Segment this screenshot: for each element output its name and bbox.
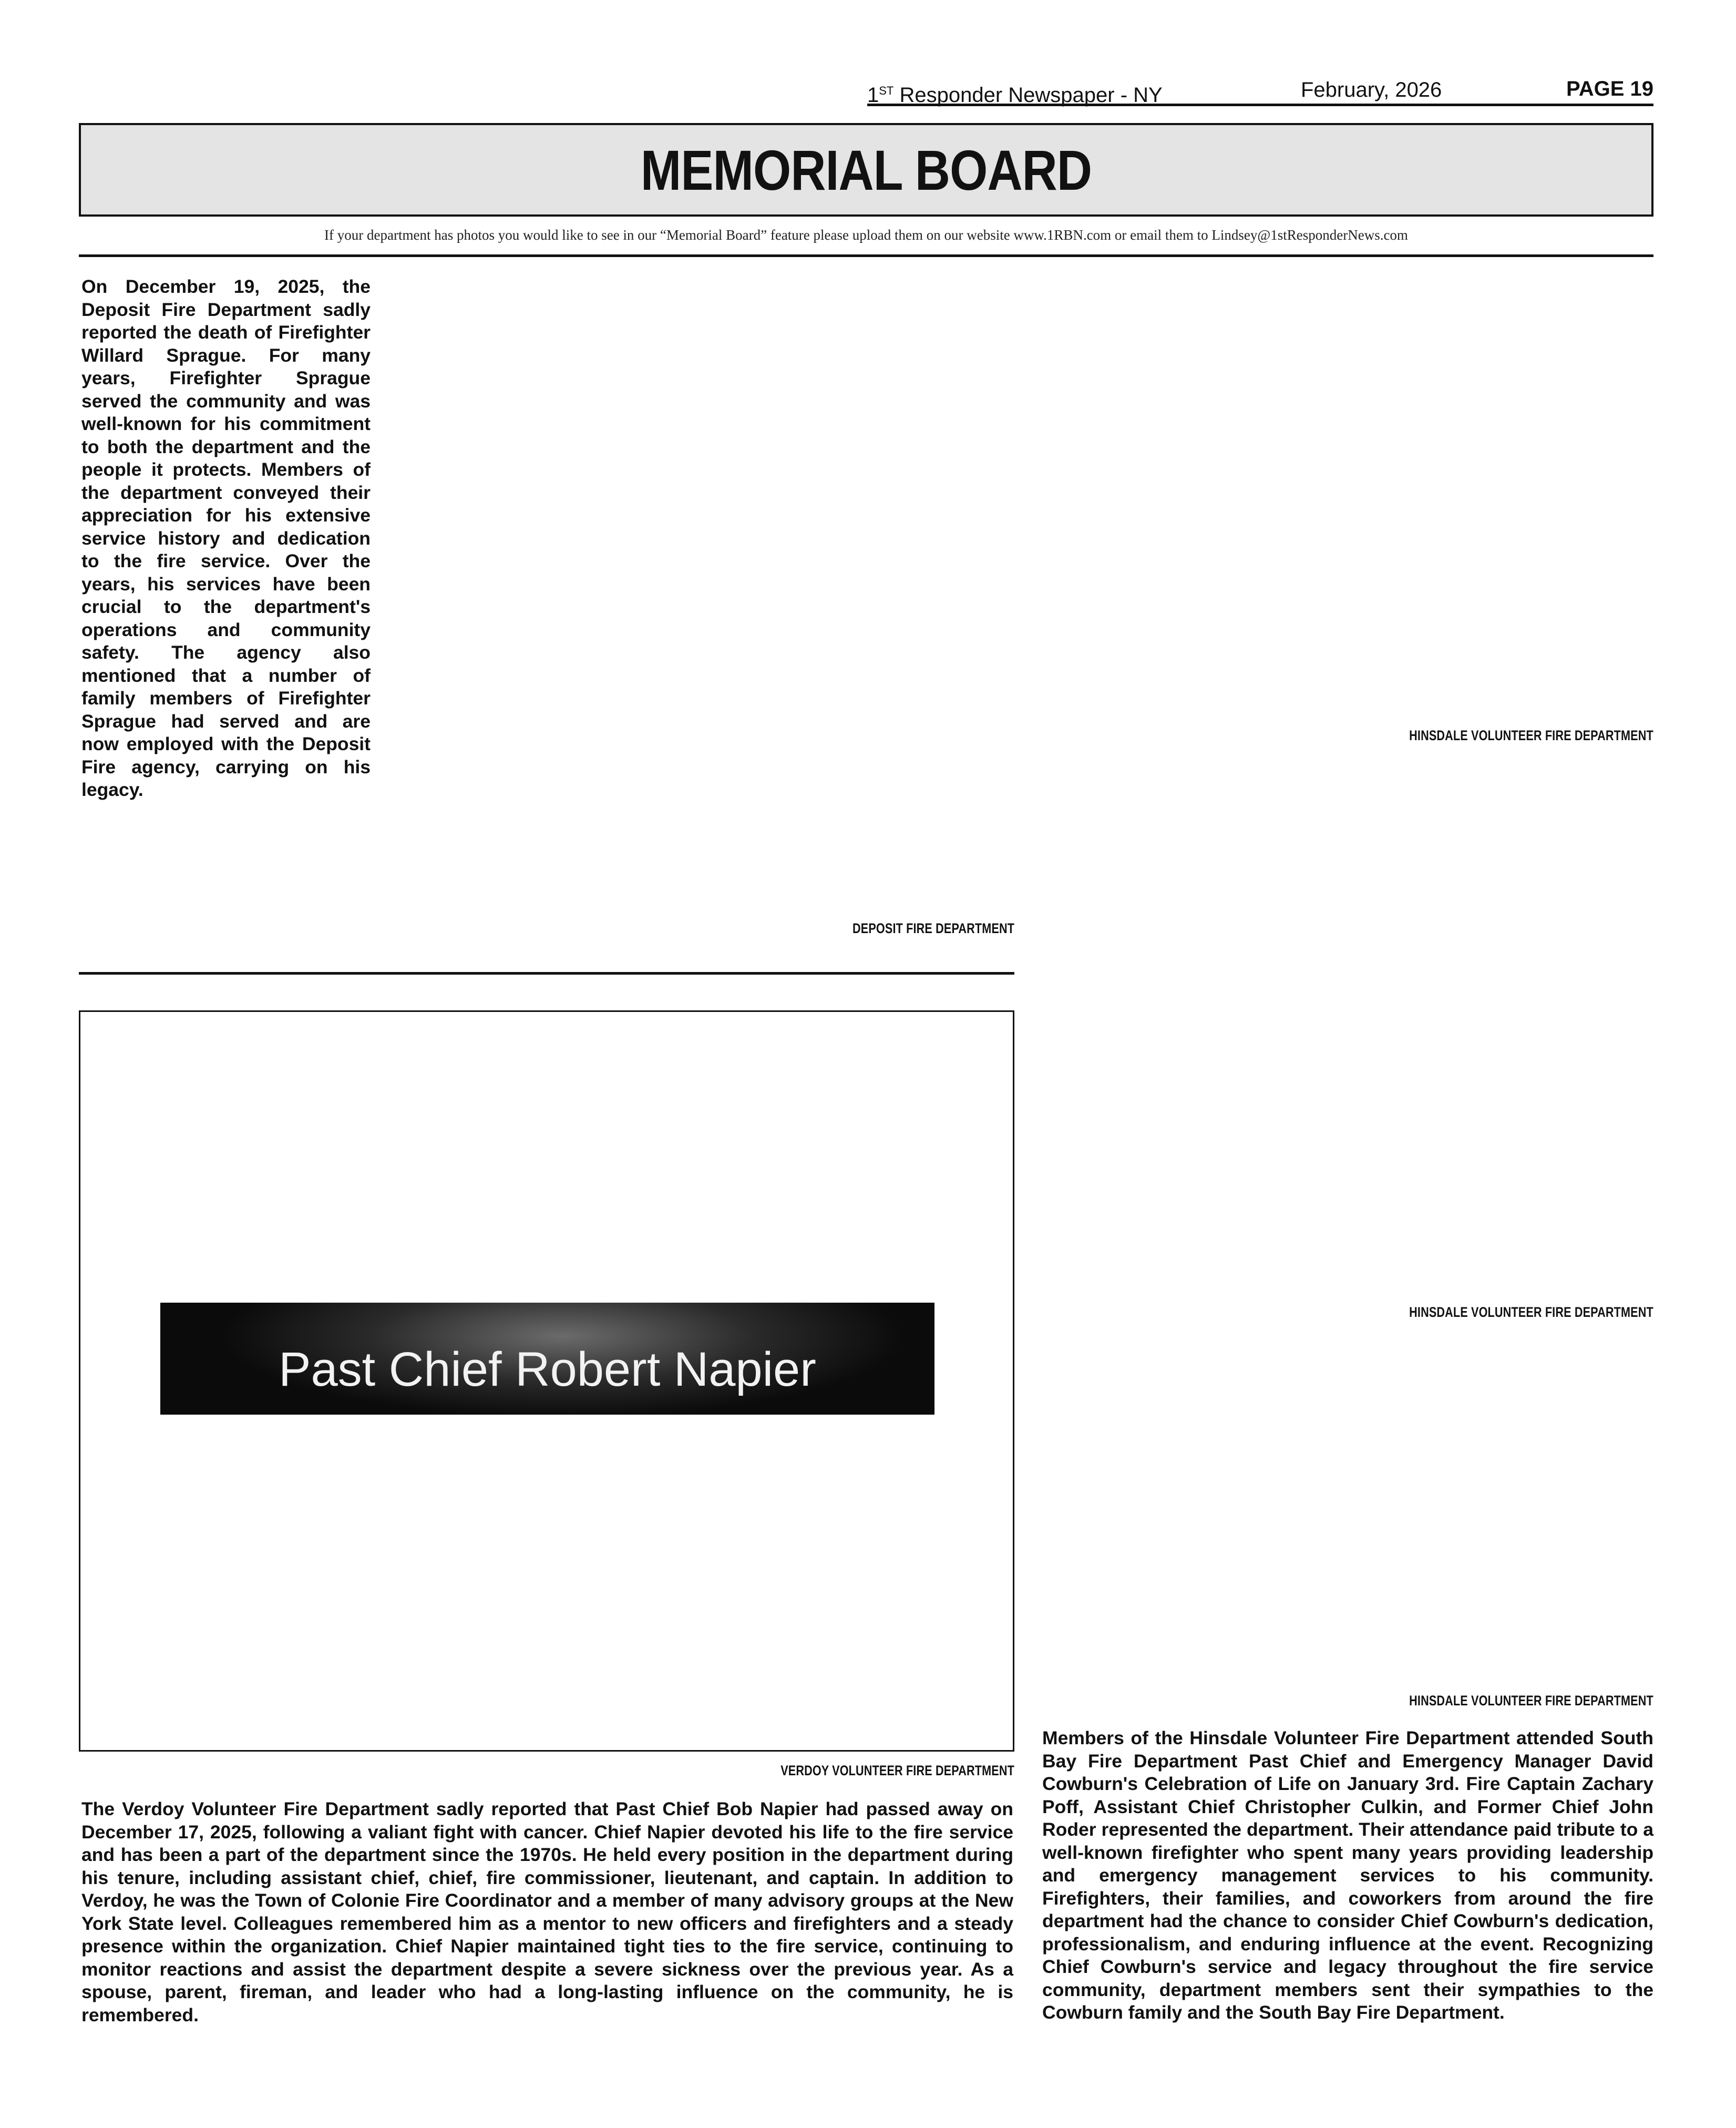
title-rule <box>79 254 1653 257</box>
verdoy-name-banner-text: Past Chief Robert Napier <box>279 1343 816 1396</box>
hinsdale-photo-caption-3: HINSDALE VOLUNTEER FIRE DEPARTMENT <box>1409 1693 1653 1708</box>
deposit-photo-caption: DEPOSIT FIRE DEPARTMENT <box>852 920 1014 936</box>
page-number: PAGE 19 <box>1566 77 1653 100</box>
hinsdale-photo-caption-1: HINSDALE VOLUNTEER FIRE DEPARTMENT <box>1409 728 1653 743</box>
hinsdale-article: Members of the Hinsdale Volunteer Fire Department attended South Bay Fire Department Past Chief and Emergency Manager David Cowburn's Celebration of Life on January 3rd. Fire Captain Zachary Poff, Assistant Chief Christopher Culkin, and Former Chief John Roder represented the department. Their attendance paid tribute to a well-known firefighter who spent many years providing leadership and emergency management services to his community. Firefighters, their families, and coworkers from around the fire department had the chance to consider Chief Cowburn's dedication, professionalism, and enduring influence at the event. Recognizing Chief Cowburn's service and legacy throughout the fire service community, department members sent their sympathies to the Cowburn family and the South Bay Fire Department. <box>1042 1727 1653 2023</box>
publication-superscript: ST <box>879 84 894 97</box>
section-title: MEMORIAL BOARD <box>640 138 1092 202</box>
issue-date: February, 2026 <box>1301 78 1442 101</box>
hinsdale-photo-caption-2: HINSDALE VOLUNTEER FIRE DEPARTMENT <box>1409 1304 1653 1320</box>
submission-note: If your department has photos you would like to see in our “Memorial Board” feature please upload them on our website www.1RBN.com or email them to Lindsey@1stResponderNews.com <box>324 227 1408 243</box>
deposit-section-rule <box>79 972 1014 975</box>
publication-name: 1ST Responder Newspaper - NY <box>867 84 1163 107</box>
section-title-box <box>79 123 1653 217</box>
verdoy-article: The Verdoy Volunteer Fire Department sadly reported that Past Chief Bob Napier had passed away on December 17, 2025, following a valiant fight with cancer. Chief Napier devoted his life to the fire service and has been a part of the department since the 1970s. He held every position in the department during his tenure, including assistant chief, chief, fire commissioner, lieutenant, and captain. In addition to Verdoy, he was the Town of Colonie Fire Coordinator and a member of many advisory groups at the New York State level. Colleagues remembered him as a mentor to new officers and firefighters and a steady presence within the organization. Chief Napier maintained tight ties to the fire service, continuing to monitor reactions and assist the department despite a severe sickness over the previous year. As a spouse, parent, fireman, and leader who had a long-lasting influence on the community, he is remembered. <box>81 1798 1013 2025</box>
deposit-article: On December 19, 2025, the Deposit Fire Department sadly reported the death of Firefighter Willard Sprague. For many years, Firefighter Sprague served the community and was well-known for his commitment to both the department and the people it protects. Members of the department conveyed their appreciation for his extensive service history and dedication to the fire service. Over the years, his services have been crucial to the department's operations and community safety. The agency also mentioned that a number of family members of Firefighter Sprague had served and are now employed with the Deposit Fire agency, carrying on his legacy. <box>81 276 371 800</box>
verdoy-name-banner <box>160 1303 934 1415</box>
header-rule <box>867 104 1653 106</box>
verdoy-photo-caption: VERDOY VOLUNTEER FIRE DEPARTMENT <box>780 1763 1014 1778</box>
